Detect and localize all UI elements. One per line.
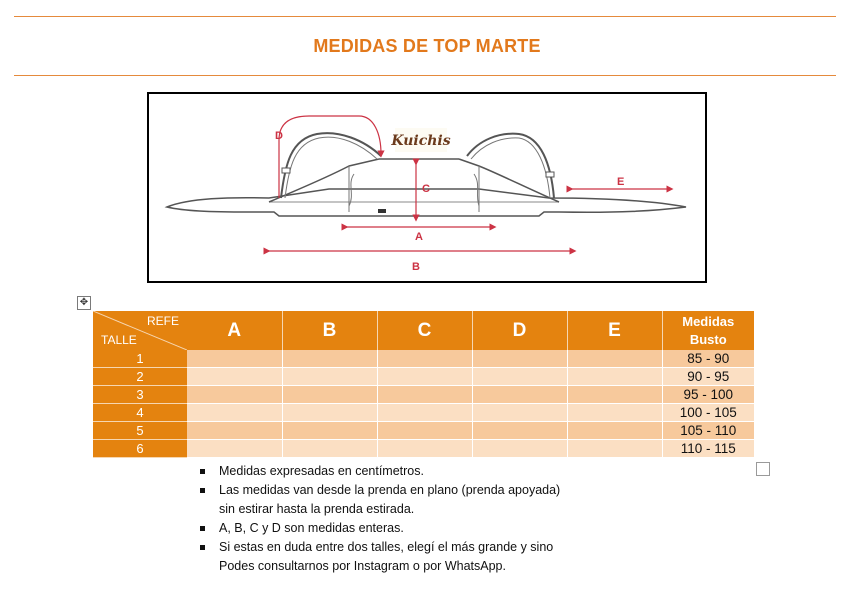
talle-cell: 1 [93,350,187,368]
dimension-b-label: B [412,261,420,273]
page-title: MEDIDAS DE TOP MARTE [313,36,541,56]
garment-illustration [149,94,705,281]
measure-cell-c[interactable] [377,386,472,404]
measure-cell-c[interactable] [377,422,472,440]
measure-cell-a[interactable] [187,368,282,386]
dimension-a-label: A [415,231,423,243]
note-text: Las medidas van desde la prenda en plano (prenda apoyada) [219,483,561,497]
table-row [93,422,754,440]
busto-cell: 105 - 110 [662,422,754,440]
measure-cell-c[interactable] [377,368,472,386]
measure-cell-b[interactable] [282,386,377,404]
top-rule [14,16,836,17]
corner-refe-label: REFE [146,314,179,328]
measure-cell-a[interactable] [187,386,282,404]
svg-text:Kuichis: Kuichis [391,133,451,149]
note-text: Medidas expresadas en centímetros. [219,464,424,478]
measure-cell-e[interactable] [567,422,662,440]
list-item [200,519,560,538]
title-underline-rule [14,75,836,76]
bullet-icon [200,469,205,474]
column-header-b: B [282,311,377,350]
measure-cell-b[interactable] [282,440,377,458]
list-item [200,462,560,481]
talle-cell: 3 [93,386,187,404]
busto-header-line1: Medidas [682,313,735,329]
talle-cell: 4 [93,404,187,422]
dimension-e-label: E [617,176,625,188]
measure-cell-e[interactable] [567,404,662,422]
measure-cell-e[interactable] [567,350,662,368]
column-header-a: A [187,311,282,350]
measure-cell-d[interactable] [472,386,567,404]
list-item [200,481,560,519]
table-corner-cell [93,311,187,350]
column-header-d: D [472,311,567,350]
measure-cell-d[interactable] [472,350,567,368]
talle-cell: 2 [93,368,187,386]
busto-cell: 100 - 105 [662,404,754,422]
table-move-handle[interactable]: ✥ [77,296,91,310]
measure-cell-a[interactable] [187,422,282,440]
measure-cell-d[interactable] [472,404,567,422]
measure-cell-b[interactable] [282,404,377,422]
measure-cell-c[interactable] [377,350,472,368]
table-row [93,386,754,404]
bullet-icon [200,526,205,531]
measure-cell-e[interactable] [567,368,662,386]
busto-cell: 90 - 95 [662,368,754,386]
corner-talle-label: TALLE [101,333,137,347]
column-header-e: E [567,311,662,350]
measure-cell-e[interactable] [567,440,662,458]
size-table [93,311,754,458]
table-resize-handle[interactable] [756,462,770,476]
busto-cell: 95 - 100 [662,386,754,404]
measure-cell-a[interactable] [187,440,282,458]
measure-cell-d[interactable] [472,422,567,440]
note-text-continued: sin estirar hasta la prenda estirada. [219,502,415,516]
bullet-icon [200,488,205,493]
dimension-d-label: D [275,130,283,142]
note-text: A, B, C y D son medidas enteras. [219,521,404,535]
dimension-d-arrow [279,116,381,198]
measure-cell-c[interactable] [377,404,472,422]
talle-cell: 6 [93,440,187,458]
measure-cell-e[interactable] [567,386,662,404]
busto-header-line2: Busto [689,331,727,347]
note-text-continued: Podes consultarnos por Instagram o por WhatsApp. [219,559,506,573]
busto-cell: 110 - 115 [662,440,754,458]
table-header-row [93,311,754,350]
measure-cell-c[interactable] [377,440,472,458]
bullet-icon [200,545,205,550]
table-row [93,440,754,458]
table-row [93,404,754,422]
measure-cell-d[interactable] [472,440,567,458]
measure-cell-b[interactable] [282,368,377,386]
note-text: Si estas en duda entre dos talles, elegí el más grande y sino [219,540,554,554]
busto-cell: 85 - 90 [662,350,754,368]
column-header-busto [662,311,754,350]
table-row [93,350,754,368]
garment-diagram [147,92,707,283]
talle-cell: 5 [93,422,187,440]
measure-cell-a[interactable] [187,404,282,422]
notes-list [200,462,560,576]
measure-cell-b[interactable] [282,422,377,440]
list-item [200,538,560,576]
measure-cell-b[interactable] [282,350,377,368]
measure-cell-d[interactable] [472,368,567,386]
dimension-c-label: C [422,183,430,195]
table-row [93,368,754,386]
measure-cell-a[interactable] [187,350,282,368]
column-header-c: C [377,311,472,350]
